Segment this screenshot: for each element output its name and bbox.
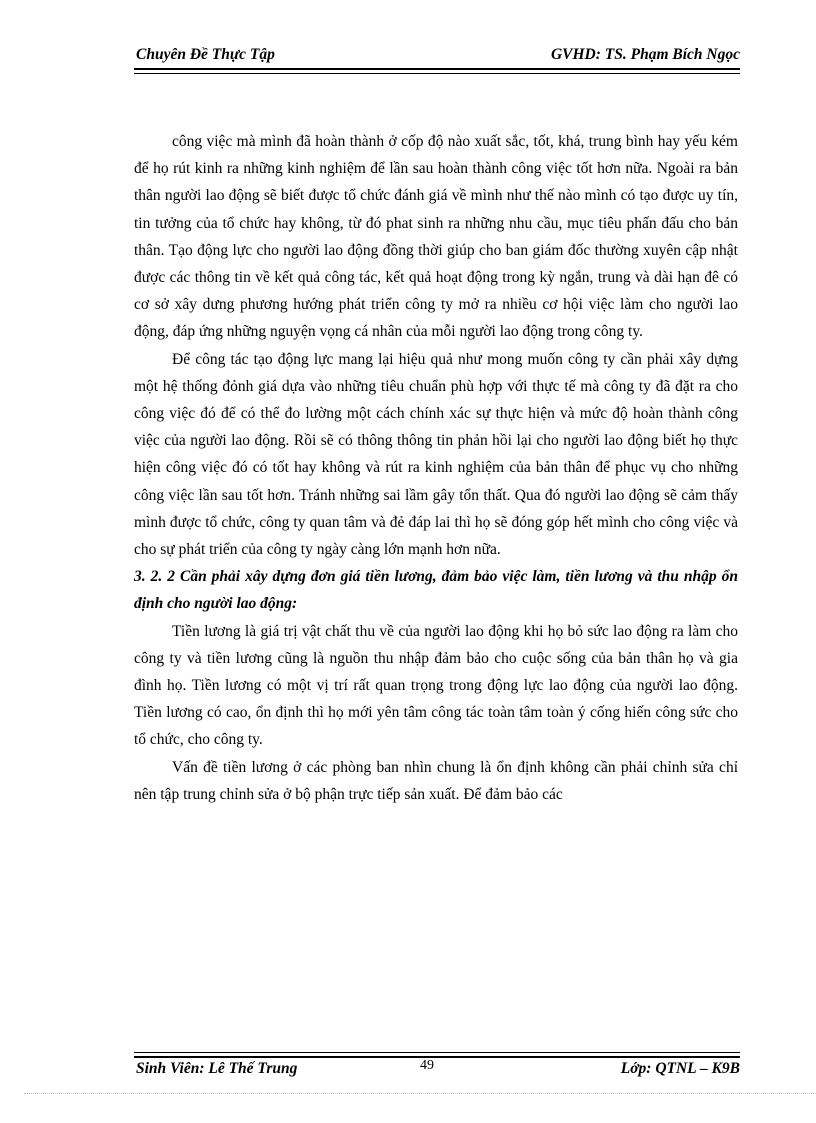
page-header — [134, 46, 740, 76]
header-rule-thin — [134, 73, 740, 74]
paragraph: Vấn đề tiền lương ở các phòng ban nhìn chung là ổn định không cần phải chỉnh sửa chỉ nên tập trung chỉnh sửa ở bộ phận trực tiếp sản xuất. Để đảm bảo các — [134, 758, 738, 803]
paragraph: Tiền lương là giá trị vật chất thu về của người lao động khi họ bỏ sức lao động ra làm cho công ty và tiền lương cũng là nguồn thu nhập đảm bảo cho cuộc sống của bản thân họ và gia đình họ. Tiền lương có một vị trí rất quan trọng trong động lực lao động của người lao động. Tiền lương có cao, ổn định thì họ mới yên tâm công tác toàn tâm toàn ý cống hiến công sức cho tổ chức, cho công ty. — [134, 622, 738, 749]
paragraph-continuation: công việc mà mình đã hoàn thành ở cốp độ nào xuất sắc, tốt, khá, trung bình hay yếu kém để họ rút kinh ra những kinh nghiệm để lần sau hoàn thành công việc tốt hơn nữa. Ngoài ra bản thân người lao động sẽ biết được tổ chức đánh giá về mình như thế nào mình có tạo được uy tín, tin tưởng của tổ chức hay không, từ đó phat sinh ra những nhu cầu, mục tiêu phấn đấu cho bản thân. Tạo động lực cho người lao động đồng thời giúp cho ban giám đốc thường xuyên cập nhật được các thông tin về kết quả công tác, kết quả hoạt động trong kỳ ngắn, trung và dài hạn đê có cơ sở xây dưng phương hướng phát triển công ty mở ra nhiều cơ hội việc làm cho người lao động, đáp ứng những nguyện vọng cá nhân của mỗi người lao động trong công ty. — [134, 133, 738, 341]
footer-class: Lớp: QTNL – K9B — [620, 1060, 740, 1077]
document-body — [134, 128, 738, 808]
paragraph: Để công tác tạo động lực mang lại hiệu quả như mong muốn công ty cần phải xây dựng một hệ thống đỏnh giá dựa vào những tiêu chuẩn phù hợp với thực tế mà công ty đã đặt ra cho công việc đó để có thể đo lường một cách chính xác sự thực hiện và mức độ hoàn thành công việc của người lao động. Rồi sẽ có thông thông tin phản hồi lại cho người lao động biết họ thực hiện công việc đó có tốt hay không và rút ra kinh nghiệm của bản thân để phục vụ cho những công việc lần sau tốt hơn. Tránh những sai lầm gây tổn thất. Qua đó người lao động sẽ cảm thấy mình được tổ chức, công ty quan tâm và đẻ đáp lai thì họ sẽ đóng góp hết mình cho công việc và cho sự phát triển của công ty ngày càng lớn mạnh hơn nữa. — [134, 350, 738, 559]
header-rule-thick — [134, 68, 740, 70]
header-title: Chuyên Đề Thực Tập — [136, 46, 275, 63]
page-footer — [134, 1052, 740, 1082]
footer-rule-thin — [134, 1052, 740, 1053]
page-number: 49 — [420, 1058, 434, 1073]
footer-rule-thick — [134, 1056, 740, 1058]
footer-student: Sinh Viên: Lê Thế Trung — [136, 1060, 298, 1077]
header-supervisor: GVHD: TS. Phạm Bích Ngọc — [550, 46, 740, 63]
section-heading: 3. 2. 2 Cần phải xây dựng đơn giá tiền lương, đảm bảo việc làm, tiền lương và thu nhập ổn định cho người lao động: — [134, 568, 738, 613]
page-bottom-divider — [24, 1093, 816, 1094]
